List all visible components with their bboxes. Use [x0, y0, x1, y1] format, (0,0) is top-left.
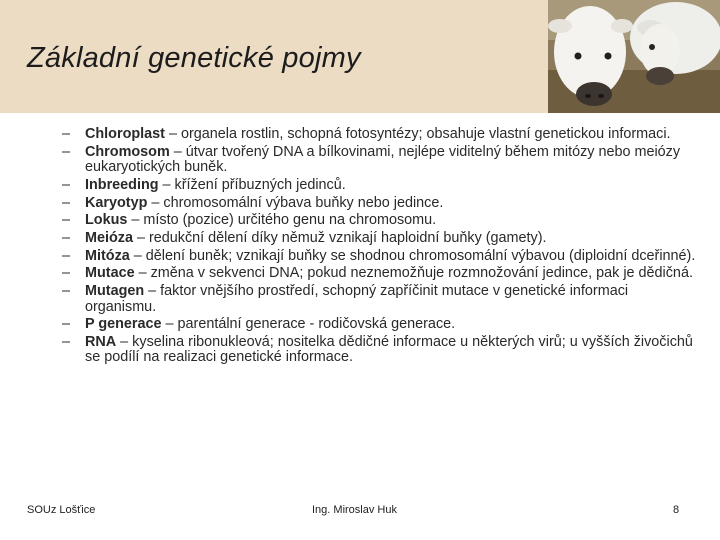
- definition: – chromosomální výbava buňky nebo jedince.: [147, 194, 444, 211]
- list-item: [62, 317, 702, 333]
- slide-title: Základní genetické pojmy: [27, 42, 361, 74]
- definition: – dělení buněk; vznikají buňky se shodnou chromosomální výbavou (diploidní dceřinné).: [129, 247, 696, 264]
- list-item: [62, 196, 702, 212]
- title-banner: [0, 0, 720, 113]
- definition: – místo (pozice) určitého genu na chromosomu.: [127, 212, 437, 229]
- definition: – redukční dělení díky němuž vznikají haploidní buňky (gamety).: [132, 229, 547, 246]
- term: P generace: [85, 316, 162, 333]
- definition: – křížení příbuzných jedinců.: [158, 176, 346, 193]
- bullet-dash: –: [62, 316, 71, 333]
- bullet-dash: –: [62, 333, 71, 350]
- bullet-dash: –: [62, 143, 71, 160]
- bullet-dash: –: [62, 265, 71, 282]
- bullet-dash: –: [62, 212, 71, 229]
- term: Chromosom: [85, 143, 170, 160]
- list-item: [62, 213, 702, 229]
- list-item: [62, 178, 702, 194]
- footer-author: Ing. Miroslav Huk: [312, 504, 397, 516]
- term: Mutace: [85, 265, 135, 282]
- list-item: [62, 335, 702, 366]
- cattle-photo: [548, 0, 720, 113]
- definition: – parentální generace - rodičovská generace.: [161, 316, 456, 333]
- term: Karyotyp: [85, 194, 148, 211]
- page-number: 8: [673, 504, 680, 516]
- list-item: [62, 249, 702, 265]
- bullet-dash: –: [62, 283, 71, 299]
- definition: – útvar tvořený DNA a bílkovinami, nejlépe viditelný během mitózy nebo meiózy eukaryotických buněk.: [85, 143, 681, 176]
- footer-school: SOUz Lošťice: [27, 504, 96, 516]
- bullet-dash: –: [62, 194, 71, 211]
- term: Inbreeding: [85, 176, 159, 193]
- definition: – změna v sekvenci DNA; pokud neznemožňuje rozmnožování jedince, pak je dědičná.: [134, 265, 693, 282]
- term: Mutagen: [85, 283, 145, 299]
- definition: – organela rostlin, schopná fotosyntézy; obsahuje vlastní genetickou informaci.: [164, 126, 671, 142]
- list-item: [62, 127, 702, 143]
- bullet-dash: –: [62, 176, 71, 193]
- glossary-list: [62, 127, 702, 368]
- bullet-dash: –: [62, 126, 71, 142]
- term: Mitóza: [85, 247, 130, 264]
- list-item: [62, 284, 702, 315]
- list-item: [62, 145, 702, 176]
- term: RNA: [85, 333, 117, 350]
- list-item: [62, 266, 702, 282]
- bullet-dash: –: [62, 229, 71, 246]
- term: Chloroplast: [85, 126, 165, 142]
- bullet-dash: –: [62, 247, 71, 264]
- list-item: [62, 231, 702, 247]
- term: Lokus: [85, 212, 128, 229]
- definition: – kyselina ribonukleová; nositelka dědičné informace u některých virů; u vyšších živočichů se podílí na realizaci genetické informace.: [85, 333, 693, 366]
- definition: – faktor vnějšího prostředí, schopný zapříčinit mutace v genetické informaci organismu.: [85, 283, 629, 315]
- term: Meióza: [85, 229, 133, 246]
